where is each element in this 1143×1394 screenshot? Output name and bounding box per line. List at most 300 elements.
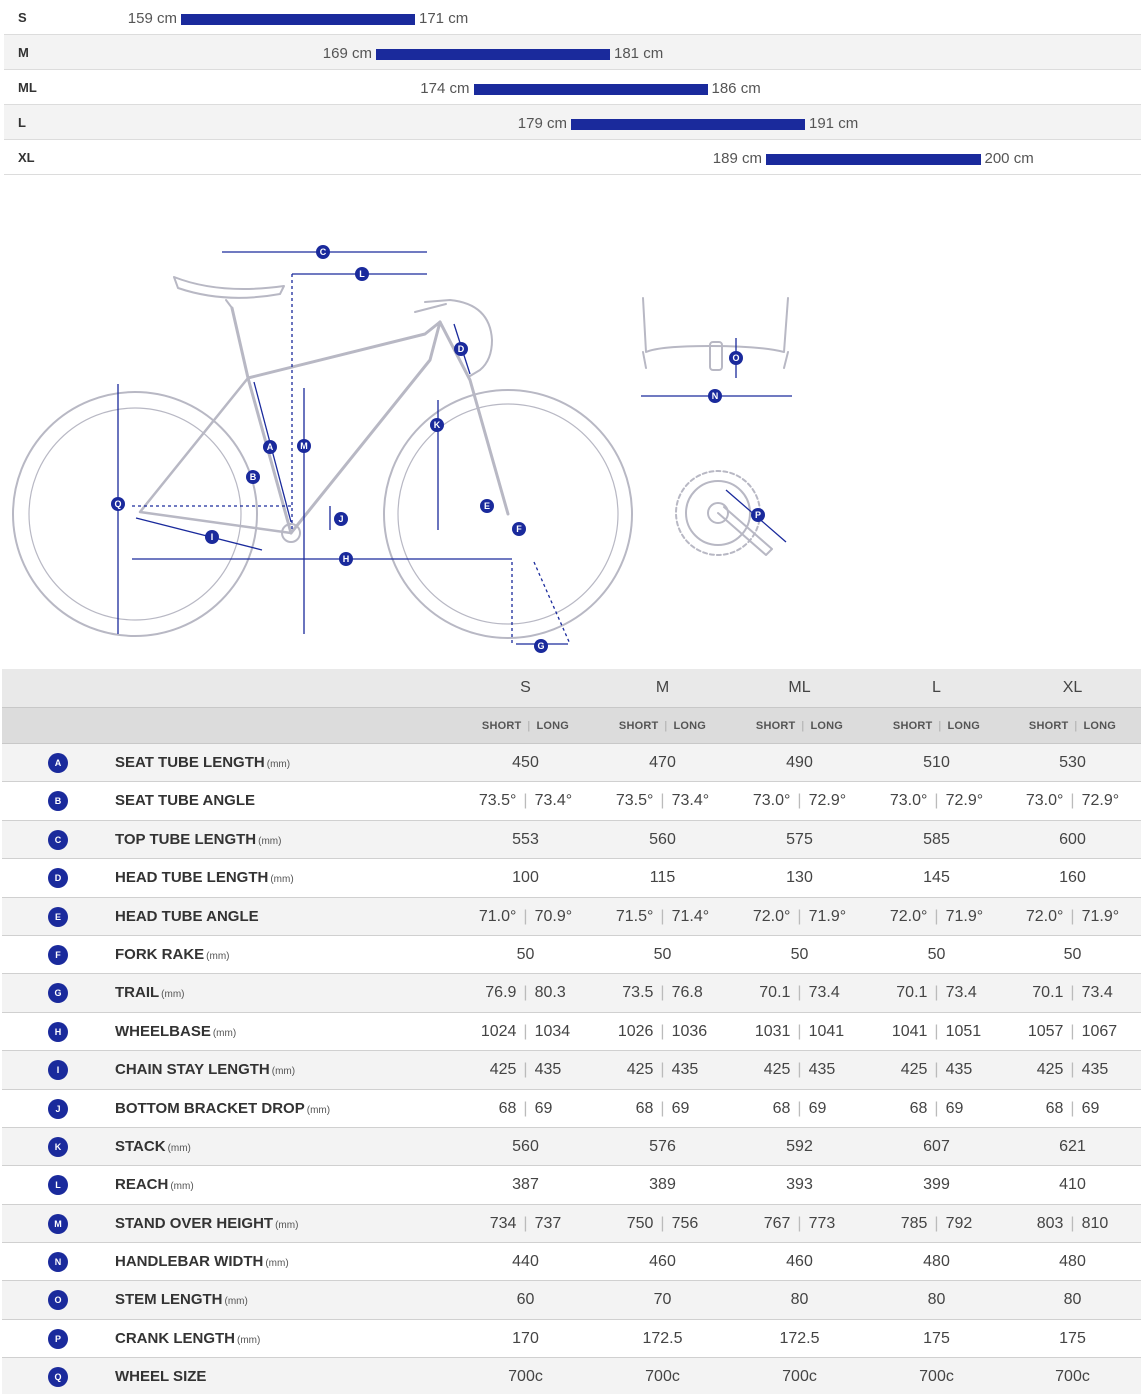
measurement-name: STEM LENGTH xyxy=(115,1291,223,1309)
measurement-unit: (mm) xyxy=(275,1219,299,1231)
value-short: 80 xyxy=(1063,1291,1082,1309)
value-cell xyxy=(731,1090,868,1128)
measurement-unit: (mm) xyxy=(206,950,230,962)
size-row xyxy=(4,140,1141,175)
rear-wheel xyxy=(13,392,257,636)
range-max-label: 191 cm xyxy=(809,115,859,132)
figure-badge-letter: K xyxy=(433,420,441,431)
value-long: 1051 xyxy=(945,1022,982,1040)
value-short: 553 xyxy=(512,830,539,848)
value-cell xyxy=(457,1320,594,1358)
value-cell xyxy=(594,1128,731,1166)
short-label: SHORT xyxy=(618,720,659,732)
size-column-header: ML xyxy=(788,679,811,696)
separator: | xyxy=(934,984,939,1002)
value-long: 69 xyxy=(945,1099,964,1117)
range-bar xyxy=(376,49,610,60)
value-short: 480 xyxy=(1059,1253,1086,1271)
letter-badge: G xyxy=(48,983,68,1003)
separator: | xyxy=(797,1061,802,1079)
value-short: 68 xyxy=(1045,1099,1064,1117)
value-cell xyxy=(1004,744,1141,782)
value-cell xyxy=(731,898,868,936)
value-short: 1057 xyxy=(1027,1022,1064,1040)
value-short: 700c xyxy=(508,1368,543,1386)
value-short: 71.0° xyxy=(478,907,517,925)
separator: | xyxy=(523,1061,528,1079)
value-cell xyxy=(1004,898,1141,936)
measurement-label xyxy=(115,1205,298,1245)
short-label: SHORT xyxy=(755,720,796,732)
figure-badge-letter: G xyxy=(537,641,545,652)
value-cell xyxy=(457,1051,594,1089)
table-row xyxy=(2,1281,1141,1319)
value-cell xyxy=(868,1128,1005,1166)
value-short: 145 xyxy=(923,869,950,887)
size-name: ML xyxy=(18,80,37,95)
value-long: 435 xyxy=(808,1061,836,1079)
value-cell xyxy=(731,1128,868,1166)
separator: | xyxy=(523,1022,528,1040)
value-cell xyxy=(731,1013,868,1051)
value-short: 50 xyxy=(516,945,535,963)
value-cell xyxy=(731,859,868,897)
value-long: 71.9° xyxy=(808,907,847,925)
measurement-unit: (mm) xyxy=(212,1027,237,1039)
dimension-lines xyxy=(118,252,792,644)
range-bar xyxy=(474,84,708,95)
value-cell xyxy=(868,1243,1005,1281)
bike-outline xyxy=(13,277,788,638)
value-cell xyxy=(1004,974,1141,1012)
geometry-table xyxy=(2,669,1141,1394)
table-row xyxy=(2,782,1141,820)
measurement-label xyxy=(115,1243,289,1283)
figure-badge-letter: E xyxy=(483,501,491,512)
separator: | xyxy=(934,792,939,810)
separator: | xyxy=(523,984,528,1002)
value-cell xyxy=(868,821,1005,859)
measurement-name: SEAT TUBE LENGTH xyxy=(115,754,265,771)
short-long-header xyxy=(1004,708,1141,745)
measurement-label xyxy=(115,1358,206,1394)
measurement-name: BOTTOM BRACKET DROP xyxy=(115,1099,305,1117)
figure-badge-letter: O xyxy=(732,353,740,364)
table-row xyxy=(2,1205,1141,1243)
separator: | xyxy=(1070,1061,1075,1079)
separator: | xyxy=(664,720,668,732)
measurement-unit: (mm) xyxy=(266,759,291,770)
measurement-name: TOP TUBE LENGTH xyxy=(115,830,257,848)
value-short: 80 xyxy=(790,1291,809,1309)
separator: | xyxy=(934,907,939,925)
value-short: 425 xyxy=(763,1061,791,1079)
separator: | xyxy=(934,1214,939,1232)
separator: | xyxy=(660,792,665,810)
value-short: 170 xyxy=(512,1329,539,1347)
measurement-name: HANDLEBAR WIDTH xyxy=(115,1253,264,1271)
size-column-header: L xyxy=(932,679,941,696)
measurement-label xyxy=(115,782,255,820)
separator: | xyxy=(797,1022,802,1040)
value-short: 175 xyxy=(923,1329,950,1347)
measurement-label xyxy=(115,974,185,1014)
separator: | xyxy=(527,720,531,732)
short-long-header xyxy=(868,708,1005,745)
measurement-label xyxy=(115,1051,295,1091)
value-short: 70.1 xyxy=(1032,984,1064,1002)
value-cell xyxy=(1004,1243,1141,1281)
separator: | xyxy=(797,792,802,810)
value-short: 560 xyxy=(649,830,676,848)
value-long: 69 xyxy=(671,1099,690,1117)
value-short: 592 xyxy=(786,1137,813,1155)
letter-badge: M xyxy=(48,1214,68,1234)
range-max-label: 200 cm xyxy=(984,150,1034,167)
value-cell xyxy=(1004,1128,1141,1166)
value-cell xyxy=(868,782,1005,820)
value-short: 1031 xyxy=(754,1022,791,1040)
value-cell xyxy=(594,936,731,974)
value-short: 576 xyxy=(649,1137,676,1155)
value-short: 700c xyxy=(919,1368,954,1386)
value-cell xyxy=(594,1281,731,1319)
letter-badge: A xyxy=(48,753,68,773)
value-cell xyxy=(868,859,1005,897)
value-long: 435 xyxy=(671,1061,699,1079)
value-short: 73.5° xyxy=(478,792,517,810)
measurement-name: REACH xyxy=(115,1176,169,1194)
value-cell xyxy=(457,1205,594,1243)
value-long: 69 xyxy=(808,1099,827,1117)
value-short: 560 xyxy=(512,1137,539,1155)
value-short: 785 xyxy=(900,1214,928,1232)
value-long: 73.4° xyxy=(534,792,573,810)
value-long: 69 xyxy=(1081,1099,1100,1117)
value-long: 70.9° xyxy=(534,907,573,925)
separator: | xyxy=(1074,720,1078,732)
measurement-unit: (mm) xyxy=(161,989,185,1001)
range-max-label: 186 cm xyxy=(711,80,761,97)
separator: | xyxy=(934,1022,939,1040)
seat-tube xyxy=(232,308,291,533)
figure-badge-letter: B xyxy=(249,472,257,483)
value-short: 410 xyxy=(1059,1176,1086,1194)
figure-badge-letter: D xyxy=(457,344,465,355)
value-short: 425 xyxy=(900,1061,928,1079)
value-cell xyxy=(594,821,731,859)
table-row xyxy=(2,859,1141,897)
separator: | xyxy=(660,1022,665,1040)
value-cell xyxy=(594,744,731,782)
value-cell xyxy=(868,1013,1005,1051)
value-cell xyxy=(594,1243,731,1281)
table-row xyxy=(2,974,1141,1012)
value-short: 80 xyxy=(927,1291,946,1309)
measurement-label xyxy=(115,1166,194,1206)
value-cell xyxy=(1004,1320,1141,1358)
value-cell xyxy=(868,1205,1005,1243)
value-cell xyxy=(868,1051,1005,1089)
value-cell xyxy=(868,1320,1005,1358)
table-row xyxy=(2,744,1141,782)
value-long: 756 xyxy=(671,1214,699,1232)
value-long: 73.4 xyxy=(945,984,977,1002)
bike-geometry-svg xyxy=(0,200,820,665)
value-long: 73.4° xyxy=(671,792,710,810)
value-cell xyxy=(457,898,594,936)
value-short: 73.5° xyxy=(615,792,654,810)
value-cell xyxy=(457,1281,594,1319)
separator: | xyxy=(934,1099,939,1117)
value-short: 460 xyxy=(649,1253,676,1271)
value-cell xyxy=(594,859,731,897)
value-short: 510 xyxy=(923,754,950,771)
value-cell xyxy=(594,1090,731,1128)
value-short: 68 xyxy=(772,1099,791,1117)
measurement-label xyxy=(115,821,281,861)
value-short: 160 xyxy=(1059,869,1086,887)
value-cell xyxy=(594,1205,731,1243)
table-row xyxy=(2,821,1141,859)
value-cell xyxy=(731,1051,868,1089)
value-long: 72.9° xyxy=(945,792,984,810)
value-cell xyxy=(731,1166,868,1204)
value-short: 607 xyxy=(923,1137,950,1155)
size-row xyxy=(4,70,1141,105)
table-body xyxy=(2,744,1141,1394)
value-cell xyxy=(868,1166,1005,1204)
value-short: 60 xyxy=(516,1291,535,1309)
table-row xyxy=(2,1166,1141,1204)
saddle xyxy=(174,277,284,298)
value-short: 130 xyxy=(786,869,813,887)
separator: | xyxy=(660,907,665,925)
range-min-label: 159 cm xyxy=(127,10,177,27)
value-short: 530 xyxy=(1059,754,1086,771)
value-cell xyxy=(594,974,731,1012)
size-row xyxy=(4,105,1141,140)
value-cell xyxy=(731,1281,868,1319)
range-bar xyxy=(181,14,415,25)
separator: | xyxy=(1070,1099,1075,1117)
value-cell xyxy=(731,974,868,1012)
separator: | xyxy=(1070,907,1075,925)
measurement-name: CRANK LENGTH xyxy=(115,1329,235,1347)
value-cell xyxy=(457,859,594,897)
value-short: 393 xyxy=(786,1176,813,1194)
value-cell xyxy=(594,1166,731,1204)
measurement-name: STACK xyxy=(115,1137,166,1155)
measurement-unit: (mm) xyxy=(224,1296,248,1308)
value-cell xyxy=(457,1090,594,1128)
size-row xyxy=(4,0,1141,35)
value-short: 68 xyxy=(498,1099,517,1117)
measurement-label xyxy=(115,898,259,936)
measurement-name: CHAIN STAY LENGTH xyxy=(115,1061,270,1079)
figure-badge-letter: H xyxy=(342,554,350,565)
value-cell xyxy=(594,1320,731,1358)
value-cell xyxy=(457,821,594,859)
value-cell xyxy=(731,1205,868,1243)
value-short: 621 xyxy=(1059,1137,1086,1155)
letter-badge: D xyxy=(48,868,68,888)
value-short: 71.5° xyxy=(615,907,654,925)
long-label: LONG xyxy=(673,720,707,732)
value-cell xyxy=(868,936,1005,974)
separator: | xyxy=(1070,1214,1075,1232)
value-short: 470 xyxy=(649,754,676,771)
value-cell xyxy=(457,744,594,782)
value-short: 50 xyxy=(790,945,809,963)
value-short: 72.0° xyxy=(889,907,928,925)
measurement-unit: (mm) xyxy=(271,1066,296,1078)
long-label: LONG xyxy=(536,720,570,732)
down-tube xyxy=(291,322,440,533)
letter-badge: I xyxy=(48,1060,68,1080)
value-cell xyxy=(1004,1358,1141,1394)
separator: | xyxy=(523,1099,528,1117)
long-label: LONG xyxy=(947,720,981,732)
value-short: 1026 xyxy=(617,1022,654,1040)
value-cell xyxy=(1004,1013,1141,1051)
value-cell xyxy=(1004,821,1141,859)
value-short: 73.0° xyxy=(1025,792,1064,810)
value-long: 72.9° xyxy=(808,792,847,810)
value-short: 803 xyxy=(1036,1214,1064,1232)
measurement-name: HEAD TUBE LENGTH xyxy=(115,869,269,887)
separator: | xyxy=(523,907,528,925)
measurement-unit: (mm) xyxy=(237,1334,261,1346)
measurement-unit: (mm) xyxy=(167,1142,191,1154)
value-cell xyxy=(457,1243,594,1281)
value-short: 425 xyxy=(626,1061,654,1079)
value-long: 71.9° xyxy=(1081,907,1120,925)
figure-badge-letter: C xyxy=(319,247,327,258)
value-long: 773 xyxy=(808,1214,836,1232)
value-cell xyxy=(1004,1281,1141,1319)
value-cell xyxy=(457,1358,594,1394)
value-cell xyxy=(457,936,594,974)
separator: | xyxy=(523,792,528,810)
value-short: 70 xyxy=(653,1291,672,1309)
value-short: 50 xyxy=(927,945,946,963)
separator: | xyxy=(801,720,805,732)
range-min-label: 174 cm xyxy=(420,80,470,97)
figure-badge-letter: N xyxy=(711,391,719,402)
value-short: 767 xyxy=(763,1214,791,1232)
short-label: SHORT xyxy=(1028,720,1069,732)
value-short: 575 xyxy=(786,830,813,848)
value-short: 387 xyxy=(512,1176,539,1194)
size-name: S xyxy=(18,10,27,25)
value-cell xyxy=(1004,1205,1141,1243)
separator: | xyxy=(660,984,665,1002)
value-short: 389 xyxy=(649,1176,676,1194)
measurement-unit: (mm) xyxy=(265,1258,289,1270)
size-row xyxy=(4,35,1141,70)
measurement-unit: (mm) xyxy=(258,835,282,847)
value-short: 73.0° xyxy=(889,792,928,810)
value-cell xyxy=(731,1243,868,1281)
measurement-name: TRAIL xyxy=(115,984,160,1002)
value-cell xyxy=(731,782,868,820)
measurement-label xyxy=(115,1090,330,1130)
range-max-label: 181 cm xyxy=(614,45,664,62)
value-cell xyxy=(868,974,1005,1012)
measurement-label xyxy=(115,1320,260,1360)
value-short: 76.9 xyxy=(485,984,517,1002)
range-bar xyxy=(571,119,805,130)
value-cell xyxy=(1004,1166,1141,1204)
value-short: 100 xyxy=(512,869,539,887)
letter-badge: Q xyxy=(48,1367,68,1387)
value-cell xyxy=(594,1358,731,1394)
figure-badge-letter: Q xyxy=(114,499,122,510)
fork xyxy=(440,322,508,514)
figure-badge-letter: I xyxy=(210,532,214,543)
separator: | xyxy=(1070,792,1075,810)
handlebar-front xyxy=(643,298,788,352)
value-long: 73.4 xyxy=(1081,984,1113,1002)
value-long: 435 xyxy=(534,1061,562,1079)
separator: | xyxy=(938,720,942,732)
value-long: 71.4° xyxy=(671,907,710,925)
value-short: 115 xyxy=(649,869,676,887)
table-row xyxy=(2,1090,1141,1128)
separator: | xyxy=(1070,1022,1075,1040)
measurement-unit: (mm) xyxy=(270,874,294,886)
table-sub-header xyxy=(2,707,1141,744)
value-short: 700c xyxy=(645,1368,680,1386)
value-cell xyxy=(594,898,731,936)
separator: | xyxy=(660,1214,665,1232)
figure-badge-letter: M xyxy=(300,441,308,452)
size-name: XL xyxy=(18,150,35,165)
value-long: 1067 xyxy=(1081,1022,1118,1040)
measurement-name: FORK RAKE xyxy=(115,945,205,963)
top-tube xyxy=(248,322,440,378)
value-cell xyxy=(868,744,1005,782)
value-short: 70.1 xyxy=(896,984,928,1002)
measurement-unit: (mm) xyxy=(306,1104,331,1116)
measurement-label xyxy=(115,936,230,976)
table-row xyxy=(2,1051,1141,1089)
value-cell xyxy=(594,1013,731,1051)
measurement-name: STAND OVER HEIGHT xyxy=(115,1214,274,1232)
value-cell xyxy=(731,744,868,782)
value-long: 435 xyxy=(945,1061,973,1079)
value-long: 71.9° xyxy=(945,907,984,925)
measurement-unit: (mm) xyxy=(170,1181,194,1193)
letter-badge: N xyxy=(48,1252,68,1272)
value-long: 69 xyxy=(534,1099,553,1117)
value-short: 73.0° xyxy=(752,792,791,810)
figure-badge-letter: L xyxy=(359,269,365,280)
table-size-header xyxy=(2,669,1141,707)
value-cell xyxy=(457,1013,594,1051)
table-row xyxy=(2,1358,1141,1394)
separator: | xyxy=(934,1061,939,1079)
range-min-label: 189 cm xyxy=(712,150,762,167)
value-cell xyxy=(1004,1051,1141,1089)
letter-badge: H xyxy=(48,1022,68,1042)
letter-badge: L xyxy=(48,1175,68,1195)
value-short: 480 xyxy=(923,1253,950,1271)
value-short: 450 xyxy=(512,754,539,771)
long-label: LONG xyxy=(1083,720,1117,732)
separator: | xyxy=(797,984,802,1002)
